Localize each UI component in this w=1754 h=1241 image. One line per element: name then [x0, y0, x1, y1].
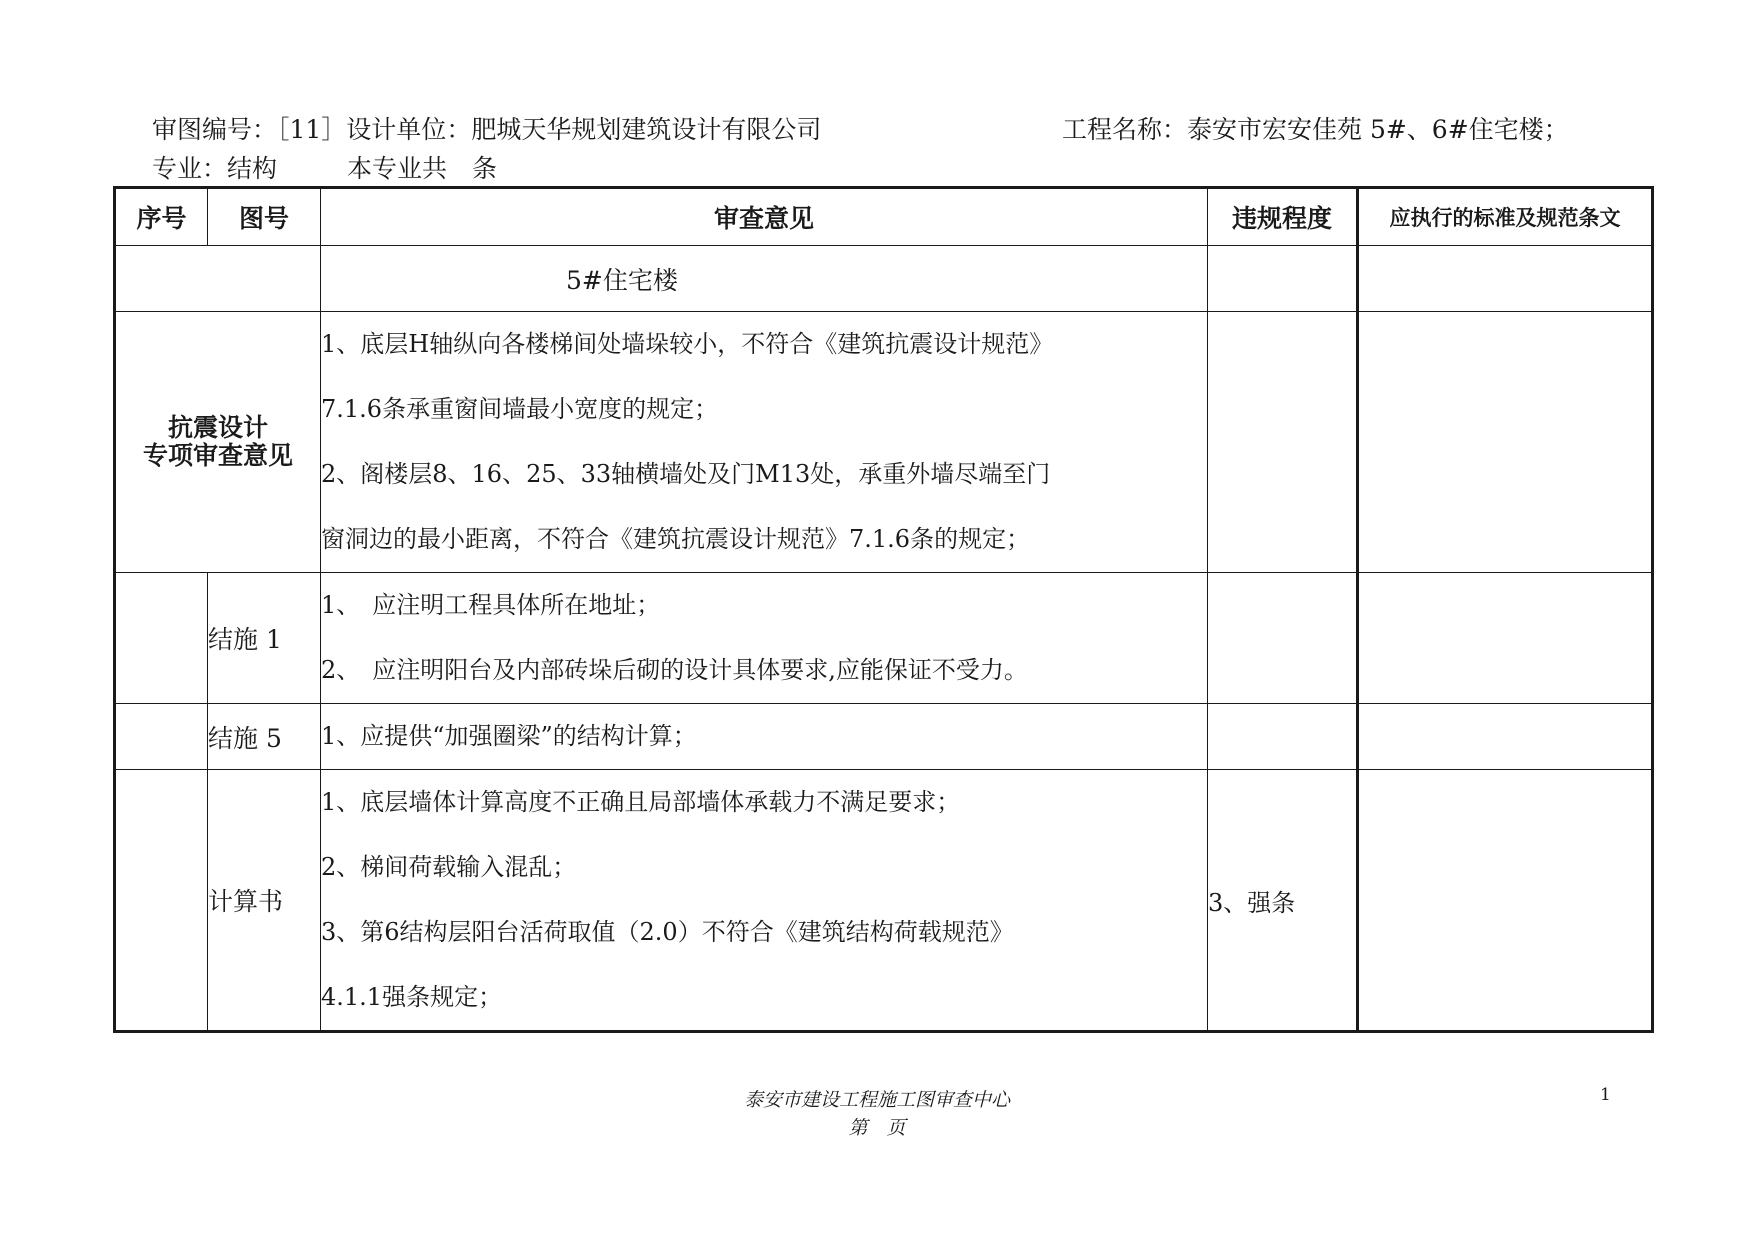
- col-header-figure: 图号: [208, 188, 321, 246]
- table-header-row: [115, 188, 1653, 246]
- col-header-severity: 违规程度: [1208, 188, 1358, 246]
- review-opinion: 1、应提供“加强圈梁”的结构计算；: [321, 704, 1208, 770]
- review-opinion: 1、底层墙体计算高度不正确且局部墙体承载力不满足要求； 2、梯间荷载输入混乱； 3、第6结构层阳台活荷取值（2.0）不符合《建筑结构荷载规范》 4.1.1强条规定；: [321, 770, 1208, 1032]
- severity: 3、强条: [1208, 770, 1358, 1032]
- table-row: [115, 246, 1653, 312]
- seismic-review-label: 抗震设计 专项审查意见: [115, 312, 321, 573]
- specialty: 专业：结构: [152, 154, 278, 183]
- col-header-index: 序号: [115, 188, 208, 246]
- severity: [1208, 573, 1358, 704]
- page-number: 1: [1600, 1085, 1611, 1105]
- table-row: [115, 770, 1653, 1032]
- item-count: 本专业共 条: [347, 154, 498, 183]
- section-title: 5#住宅楼: [321, 246, 1208, 312]
- review-opinion: 1、 应注明工程具体所在地址； 2、 应注明阳台及内部砖垛后砌的设计具体要求,应能保证不受力。: [321, 573, 1208, 704]
- col-header-standard: 应执行的标准及规范条文: [1358, 188, 1653, 246]
- footer-org: 泰安市建设工程施工图审查中心: [743, 1089, 1010, 1111]
- project-name: 工程名称：泰安市宏安佳苑 5#、6#住宅楼；: [1062, 115, 1569, 144]
- footer-page-label: 第 页: [848, 1117, 906, 1139]
- table-row: [115, 312, 1653, 573]
- col-header-opinion: 审查意见: [321, 188, 1208, 246]
- table-row: [115, 704, 1653, 770]
- specialty-line: [152, 153, 497, 185]
- table-row: [115, 573, 1653, 704]
- figure-number: 结施 1: [208, 573, 321, 704]
- review-code-and-design-unit: 审图编号：［11］设计单位：肥城天华规划建筑设计有限公司: [152, 115, 822, 144]
- review-table: [113, 186, 1654, 1033]
- figure-number: 结施 5: [208, 704, 321, 770]
- seismic-opinion: 1、底层H轴纵向各楼梯间处墙垛较小，不符合《建筑抗震设计规范》 7.1.6条承重窗间墙最小宽度的规定； 2、阁楼层8、16、25、33轴横墙处及门M13处，承重外墙尽端至门 窗洞边的最小距离，不符合《建筑抗震设计规范》7.1.6条的规定；: [321, 312, 1208, 573]
- figure-number: 计算书: [208, 770, 321, 1032]
- severity: [1208, 704, 1358, 770]
